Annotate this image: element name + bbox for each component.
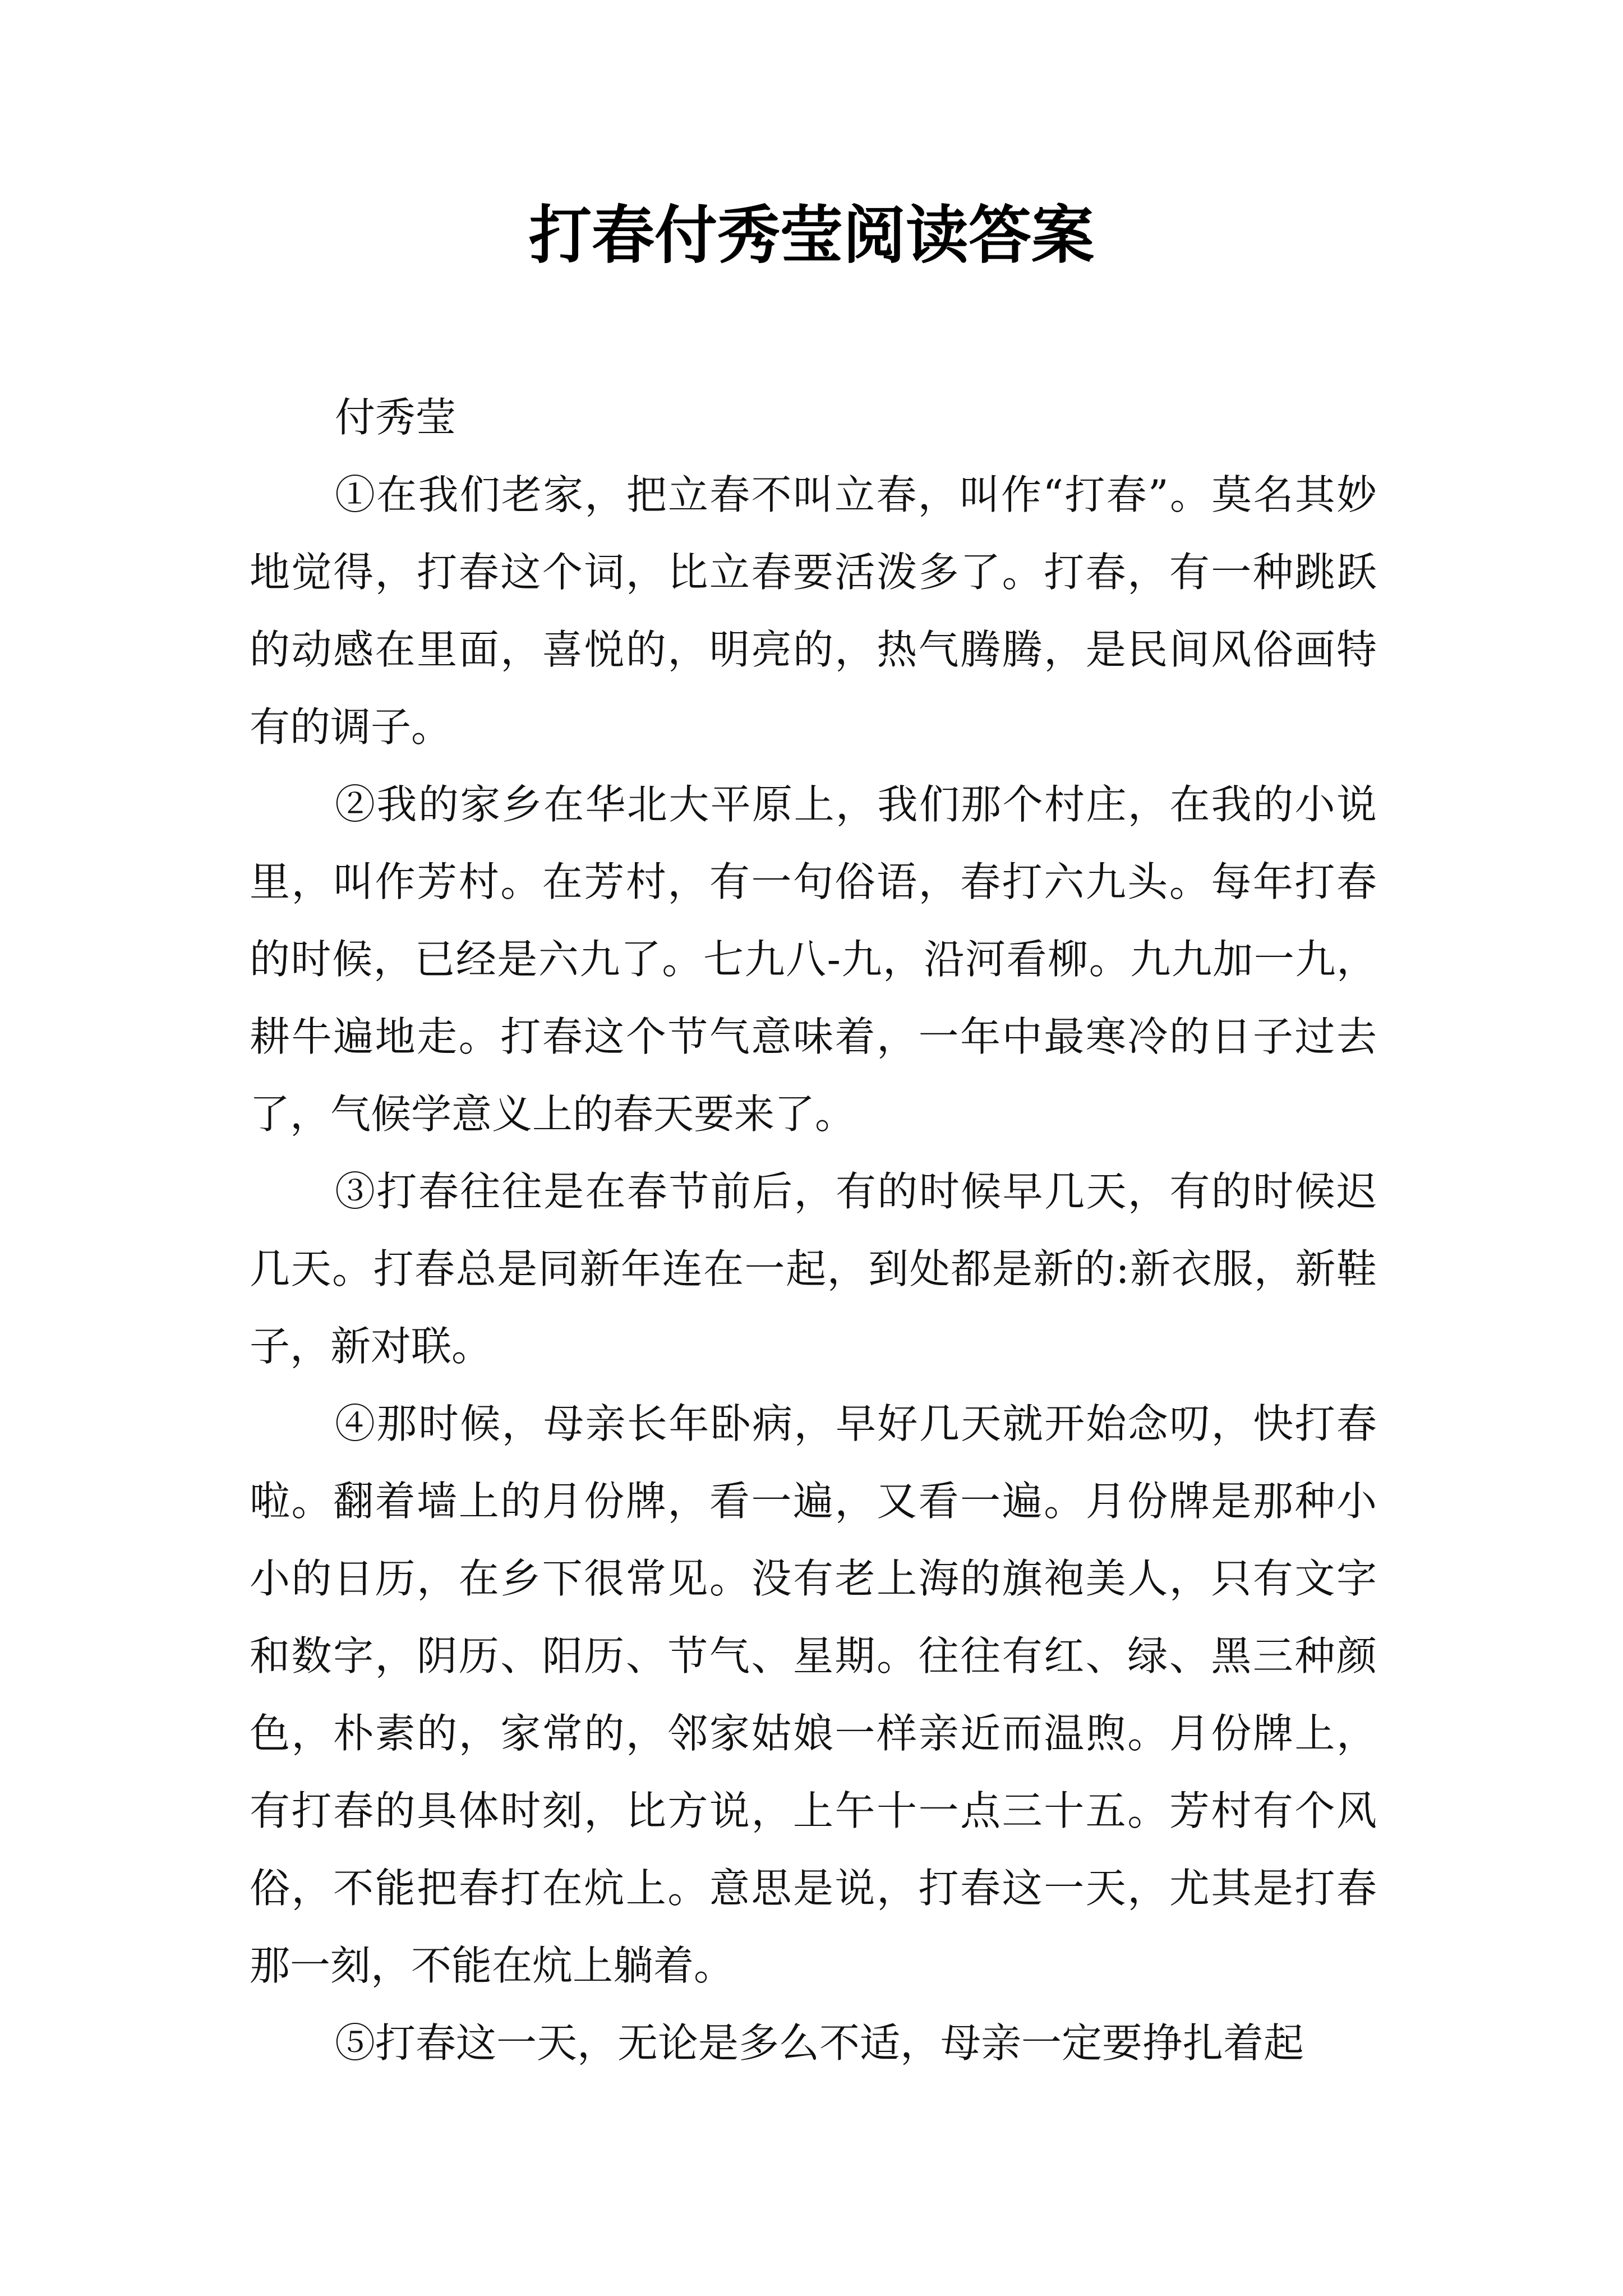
article-body [250,379,1377,2082]
paragraph-5: ⑤打春这一天，无论是多么不适，母亲一定要挣扎着起 [335,2019,1304,2067]
paragraph-3: ③打春往往是在春节前后，有的时候早几天，有的时候迟几天。打春总是同新年连在一起，到处都是新的:新衣服，新鞋子，新对联。 [250,1168,1377,1370]
paragraph-1: ①在我们老家，把立春不叫立春，叫作“打春”。莫名其妙地觉得，打春这个词，比立春要活泼多了。打春，有一种跳跃的动感在里面，喜悦的，明亮的，热气腾腾，是民间风俗画特有的调子。 [250,471,1377,751]
document-title: 打春付秀莹阅读答案 [529,199,1094,272]
paragraph-4: ④那时候，母亲长年卧病，早好几天就开始念叨，快打春啦。翻着墙上的月份牌，看一遍，又看一遍。月份牌是那种小小的日历，在乡下很常见。没有老上海的旗袍美人，只有文字和数字，阴历、阳历、节气、星期。往往有红、绿、黑三种颜色，朴素的，家常的，邻家姑娘一样亲近而温煦。月份牌上，有打春的具体时刻，比方说，上午十一点三十五。芳村有个风俗，不能把春打在炕上。意思是说，打春这一天，尤其是打春那一刻，不能在炕上躺着。 [250,1400,1377,1989]
author-line: 付秀莹 [335,394,457,441]
paragraph-2: ②我的家乡在华北大平原上，我们那个村庄，在我的小说里，叫作芳村。在芳村，有一句俗语，春打六九头。每年打春的时候，已经是六九了。七九八-九，沿河看柳。九九加一九，耕牛遍地走。打春这个节气意味着，一年中最寒冷的日子过去了，气候学意义上的春天要来了。 [250,781,1377,1138]
